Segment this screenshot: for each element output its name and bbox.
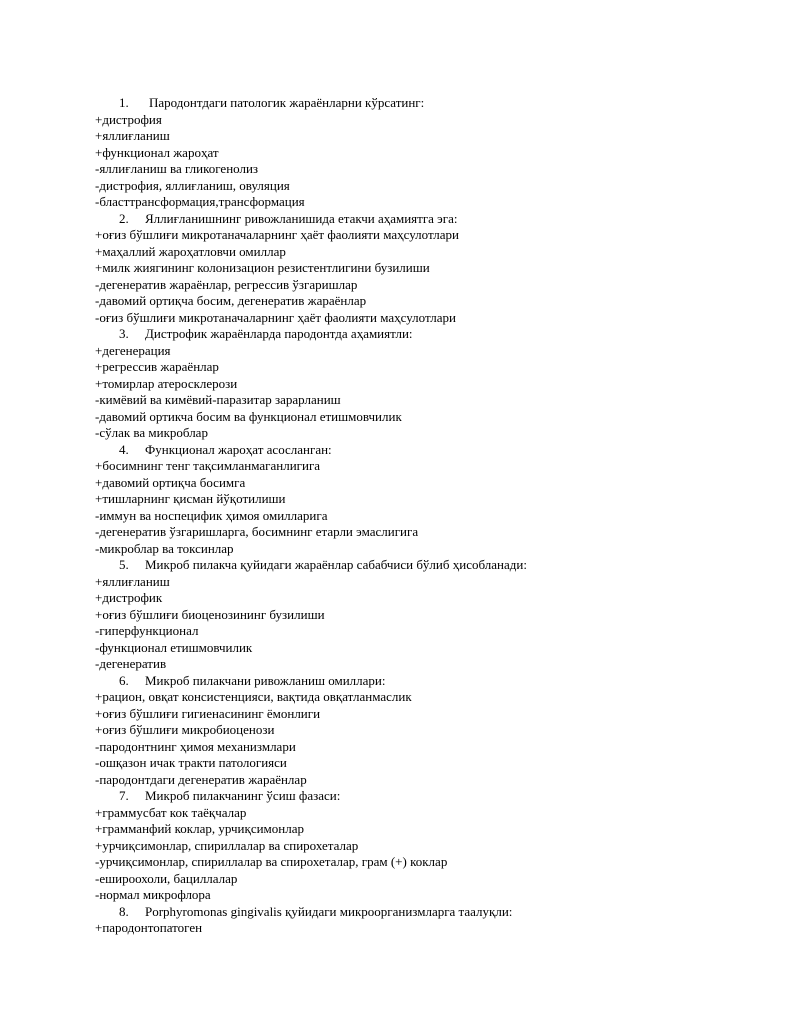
- answer-option: -дегенератив жараёнлар, регрессив ўзгаришлар: [95, 276, 358, 292]
- answer-option: -пародонтнинг ҳимоя механизмлари: [95, 738, 296, 754]
- answer-option: +томирлар атеросклерози: [95, 375, 238, 391]
- answer-option: +дистрофия: [95, 111, 162, 127]
- answer-option: -давомий ортиқча босим, дегенератив жараёнлар: [95, 293, 367, 308]
- question-number: 4.: [119, 441, 129, 457]
- question-text: Porphyromonas gingivalis қуйидаги микроорганизмларга таалуқли:: [145, 903, 513, 919]
- answer-option: +босимнинг тенг тақсимланмаганлигига: [95, 458, 321, 473]
- answer-option: -яллиғланиш ва гликогенолиз: [95, 161, 259, 176]
- answer-option: -кимёвий ва кимёвий-паразитар зарарланиш: [95, 392, 341, 407]
- answer-option: +тишларнинг қисман йўқотилиши: [95, 491, 286, 506]
- document-page: [95, 95, 755, 937]
- question-text: Микроб пилакчани ривожланиш омиллари:: [145, 672, 386, 688]
- question-text: Микроб пилакчанинг ўсиш фазаси:: [145, 788, 341, 803]
- answer-option: -гиперфункционал: [95, 623, 199, 638]
- question-text: Дистрофик жараёнларда пародонтда аҳамиятли:: [145, 326, 413, 341]
- answer-option: +грамманфий коклар, урчиқсимонлар: [95, 821, 304, 836]
- question-number: 7.: [119, 788, 129, 803]
- answer-option: +дистрофик: [95, 590, 163, 605]
- answer-option: +яллиғланиш: [95, 128, 170, 143]
- question-heading: [95, 442, 755, 459]
- question-number: 5.: [119, 557, 129, 572]
- answer-option: -иммун ва носпецифик ҳимоя омилларига: [95, 507, 328, 523]
- answer-option: +милк жиягининг колонизацион резистентлигини бузилиши: [95, 260, 430, 275]
- question-text: Функционал жароҳат асосланган:: [145, 441, 332, 457]
- answer-option: -давомий ортикча босим ва функционал етишмовчилик: [95, 408, 402, 424]
- question-heading: [95, 326, 755, 343]
- answer-option: -дегенератив: [95, 656, 167, 671]
- question-heading: [95, 673, 755, 690]
- answer-option: -бласттрансформация,трансформация: [95, 194, 305, 209]
- answer-option: -оғиз бўшлиғи микротаначаларнинг ҳаёт фаолияти маҳсулотлари: [95, 309, 457, 325]
- question-heading: [95, 557, 755, 574]
- answer-option: +урчиқсимонлар, спириллалар ва спирохеталар: [95, 837, 359, 853]
- answer-option: +рацион, овқат консистенцияси, вақтида овқатланмаслик: [95, 689, 412, 704]
- answer-option: -дистрофия, яллиғланиш, овуляция: [95, 177, 290, 193]
- question-text: Пародонтдаги патологик жараёнларни кўрсатинг:: [149, 95, 425, 110]
- question-heading: [95, 211, 755, 228]
- answer-option: -пародонтдаги дегенератив жараёнлар: [95, 771, 307, 787]
- answer-option: +дегенерация: [95, 342, 171, 358]
- answer-option: +пародонтопатоген: [95, 920, 203, 935]
- answer-option: -функционал етишмовчилик: [95, 639, 253, 655]
- question-number: 8.: [119, 903, 129, 919]
- answer-option: +маҳаллий жароҳатловчи омиллар: [95, 243, 286, 259]
- answer-option: +функционал жароҳат: [95, 144, 219, 160]
- answer-option: -ешироохоли, бациллалар: [95, 870, 238, 886]
- question-heading: [95, 904, 755, 921]
- answer-option: -ошқазон ичак тракти патологияси: [95, 755, 287, 770]
- answer-option: +давомий ортиқча босимга: [95, 474, 246, 490]
- answer-option: +регрессив жараёнлар: [95, 359, 219, 374]
- answer-option: -дегенератив ўзгаришларга, босимнинг етарли эмаслигига: [95, 524, 419, 539]
- question-number: 3.: [119, 326, 129, 341]
- answer-option: -нормал микрофлора: [95, 887, 211, 902]
- answer-option: +оғиз бўшлиғи микротаначаларнинг ҳаёт фаолияти маҳсулотлари: [95, 227, 460, 242]
- answer-option: +яллиғланиш: [95, 573, 170, 589]
- question-heading: [95, 95, 755, 112]
- question-heading: [95, 788, 755, 805]
- answer-option: +оғиз бўшлиғи гигиенасининг ёмонлиги: [95, 705, 321, 721]
- answer-option: -микроблар ва токсинлар: [95, 540, 234, 556]
- answer-option: -урчиқсимонлар, спириллалар ва спирохеталар, грам (+) коклар: [95, 854, 448, 869]
- answer-option: +оғиз бўшлиғи микробиоценози: [95, 722, 275, 737]
- question-number: 6.: [119, 672, 129, 688]
- question-number: 2.: [119, 210, 129, 226]
- answer-option: +оғиз бўшлиғи биоценозининг бузилиши: [95, 606, 325, 622]
- answer-option: -сўлак ва микроблар: [95, 425, 208, 440]
- answer-option: +граммусбат кок таёқчалар: [95, 804, 247, 820]
- question-number: 1.: [119, 95, 129, 110]
- question-text: Яллиғланишнинг ривожланишида етакчи аҳамиятга эга:: [145, 210, 458, 226]
- question-text: Микроб пилакча қуйидаги жараёнлар сабабчиси бўлиб ҳисобланади:: [145, 557, 527, 572]
